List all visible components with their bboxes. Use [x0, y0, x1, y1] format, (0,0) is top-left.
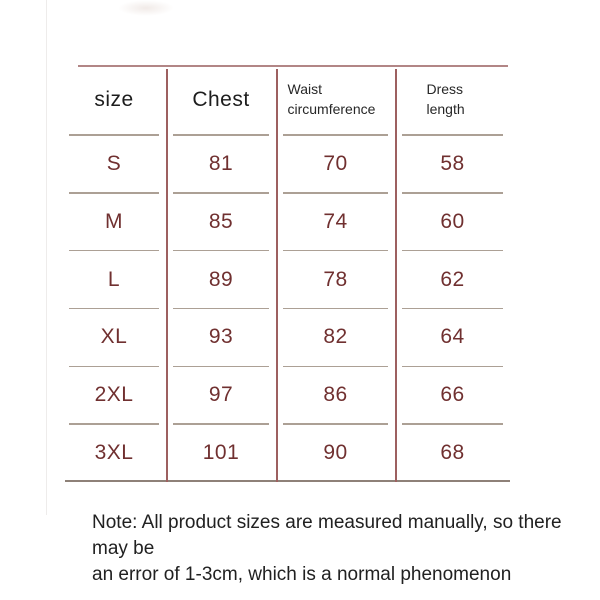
- chest-value: 85: [208, 209, 234, 233]
- table-row-s-chest: [166, 135, 276, 193]
- table-row-3xl-chest: [166, 424, 276, 482]
- dress-length-value: 60: [440, 209, 465, 233]
- table-row-l-size: [62, 251, 166, 309]
- table-row-xl-waist: [276, 308, 395, 366]
- chest-value: 81: [208, 151, 234, 175]
- waist-value: 82: [323, 325, 348, 349]
- waist-value: 74: [323, 209, 348, 233]
- measurement-note-line-2: an error of 1-3cm, which is a normal phenomenon: [92, 564, 512, 585]
- table-row-m-chest: [166, 193, 276, 251]
- header-label-dress-length: Dress length: [426, 81, 465, 117]
- dress-length-value: 58: [440, 151, 465, 175]
- chest-value: 89: [208, 267, 234, 291]
- waist-value: 86: [323, 383, 348, 407]
- measurement-note: [92, 510, 592, 588]
- table-row-2xl-waist: [276, 366, 395, 424]
- table-row-2xl-length: [395, 366, 510, 424]
- table-row-m-length: [395, 193, 510, 251]
- table-row-xl-size: [62, 308, 166, 366]
- size-label: S: [106, 151, 122, 175]
- waist-value: 78: [323, 267, 348, 291]
- table-row-s-waist: [276, 135, 395, 193]
- table-row-xl-chest: [166, 308, 276, 366]
- header-cell-chest: [166, 65, 276, 135]
- waist-value: 90: [323, 441, 348, 465]
- table-row-3xl-waist: [276, 424, 395, 482]
- table-row-2xl-size: [62, 366, 166, 424]
- waist-value: 70: [323, 151, 348, 175]
- dress-length-value: 66: [440, 383, 465, 407]
- table-row-3xl-size: [62, 424, 166, 482]
- chest-value: 97: [208, 383, 234, 407]
- header-cell-size: [62, 65, 166, 135]
- size-label: XL: [100, 325, 128, 349]
- table-row-2xl-chest: [166, 366, 276, 424]
- table-row-s-size: [62, 135, 166, 193]
- dress-length-value: 68: [440, 441, 465, 465]
- measurement-note-line-1: Note: All product sizes are measured manually, so there may be: [92, 512, 562, 559]
- chest-value: 93: [208, 325, 234, 349]
- table-row-l-waist: [276, 251, 395, 309]
- header-cell-dress-length: [395, 65, 510, 135]
- watermark-smudge: [118, 0, 174, 16]
- size-table: [62, 65, 510, 482]
- dress-length-value: 62: [440, 267, 465, 291]
- dress-length-value: 64: [440, 325, 465, 349]
- table-row-s-length: [395, 135, 510, 193]
- table-row-l-length: [395, 251, 510, 309]
- size-label: L: [107, 267, 121, 291]
- table-row-l-chest: [166, 251, 276, 309]
- header-cell-waist: [276, 65, 395, 135]
- table-row-3xl-length: [395, 424, 510, 482]
- scan-edge-artifact: [46, 0, 47, 515]
- size-label: M: [105, 209, 123, 233]
- table-row-m-waist: [276, 193, 395, 251]
- header-label-waist: Waist circumference: [287, 81, 376, 117]
- size-label: 2XL: [94, 383, 134, 407]
- chest-value: 101: [202, 441, 240, 465]
- header-label-chest: Chest: [192, 88, 250, 111]
- table-row-m-size: [62, 193, 166, 251]
- size-label: 3XL: [94, 441, 134, 465]
- table-row-xl-length: [395, 308, 510, 366]
- header-label-size: size: [94, 88, 134, 111]
